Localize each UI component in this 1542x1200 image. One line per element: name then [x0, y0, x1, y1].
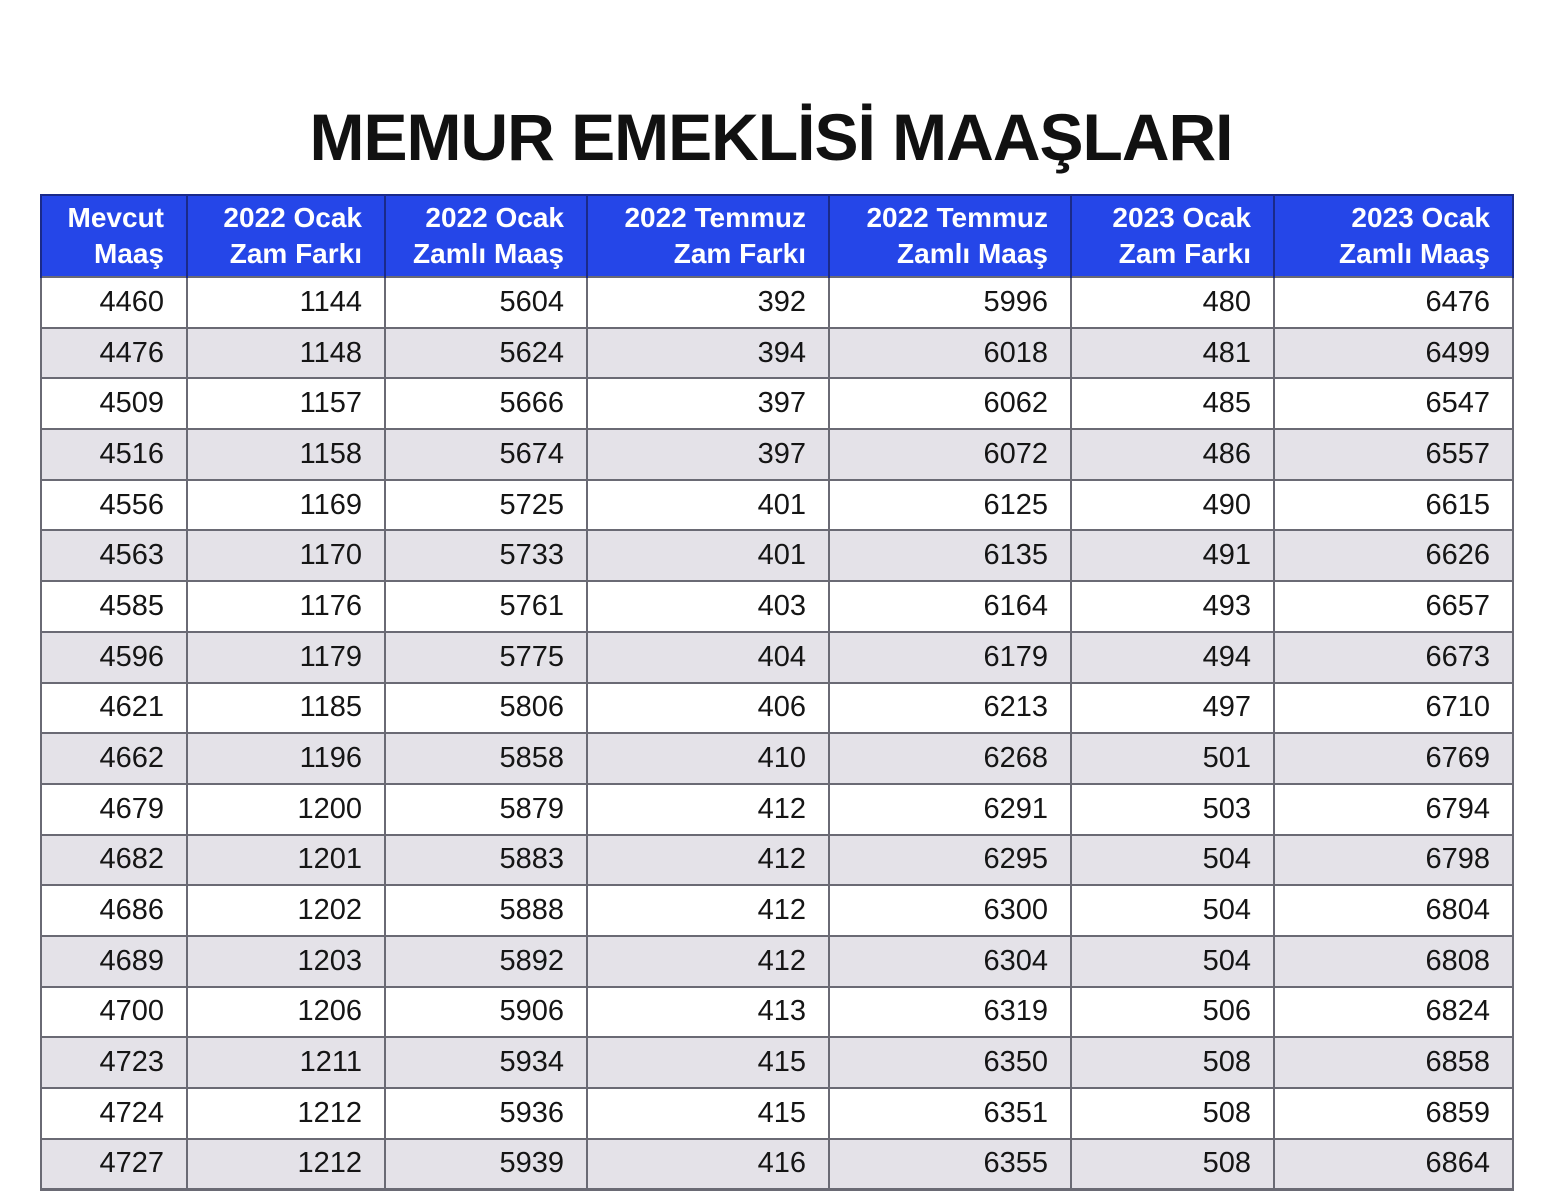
table-cell: 401	[587, 530, 829, 581]
table-cell: 415	[587, 1037, 829, 1088]
table-cell: 485	[1071, 378, 1274, 429]
table-cell: 1212	[187, 1088, 385, 1139]
table-row	[41, 581, 1513, 632]
table-cell: 4682	[41, 835, 187, 886]
table-cell: 1206	[187, 987, 385, 1038]
salary-table	[40, 194, 1514, 1191]
column-header-line: Zamlı Maaş	[1339, 238, 1490, 269]
table-cell: 508	[1071, 1139, 1274, 1190]
table-cell: 5883	[385, 835, 587, 886]
table-cell: 1170	[187, 530, 385, 581]
table-cell: 6794	[1274, 784, 1513, 835]
table-cell: 6304	[829, 936, 1071, 987]
column-header-line: 2022 Ocak	[223, 202, 362, 233]
table-cell: 4596	[41, 632, 187, 683]
table-cell: 5996	[829, 277, 1071, 328]
table-cell: 6476	[1274, 277, 1513, 328]
table-cell: 6769	[1274, 733, 1513, 784]
table-cell: 4556	[41, 480, 187, 531]
table-cell: 6018	[829, 328, 1071, 379]
table-cell: 1144	[187, 277, 385, 328]
column-header	[41, 195, 187, 277]
table-cell: 6213	[829, 683, 1071, 734]
column-header-line: Zamlı Maaş	[897, 238, 1048, 269]
table-cell: 410	[587, 733, 829, 784]
header-row	[41, 195, 1513, 277]
table-cell: 6164	[829, 581, 1071, 632]
table-cell: 504	[1071, 835, 1274, 886]
table-cell: 1212	[187, 1139, 385, 1190]
table-cell: 5775	[385, 632, 587, 683]
table-cell: 394	[587, 328, 829, 379]
table-cell: 5725	[385, 480, 587, 531]
column-header-line: Zam Farkı	[229, 238, 362, 269]
table-cell: 6125	[829, 480, 1071, 531]
table-cell: 4700	[41, 987, 187, 1038]
table-cell: 6072	[829, 429, 1071, 480]
table-cell: 6673	[1274, 632, 1513, 683]
table-cell: 5892	[385, 936, 587, 987]
table-cell: 4727	[41, 1139, 187, 1190]
table-cell: 5733	[385, 530, 587, 581]
table-cell: 6300	[829, 885, 1071, 936]
table-row	[41, 1139, 1513, 1190]
table-row	[41, 328, 1513, 379]
table-cell: 6657	[1274, 581, 1513, 632]
table-cell: 508	[1071, 1088, 1274, 1139]
table-cell: 6355	[829, 1139, 1071, 1190]
table-cell: 416	[587, 1139, 829, 1190]
table-cell: 1185	[187, 683, 385, 734]
column-header-line: Zamlı Maaş	[413, 238, 564, 269]
table-cell: 5936	[385, 1088, 587, 1139]
table-cell: 6824	[1274, 987, 1513, 1038]
table-cell: 4723	[41, 1037, 187, 1088]
table-cell: 412	[587, 936, 829, 987]
table-body	[41, 277, 1513, 1189]
table-cell: 4476	[41, 328, 187, 379]
table-cell: 1157	[187, 378, 385, 429]
table-cell: 415	[587, 1088, 829, 1139]
table-row	[41, 733, 1513, 784]
table-cell: 6615	[1274, 480, 1513, 531]
column-header	[587, 195, 829, 277]
column-header	[187, 195, 385, 277]
table-cell: 6268	[829, 733, 1071, 784]
table-cell: 4689	[41, 936, 187, 987]
table-cell: 6319	[829, 987, 1071, 1038]
table-row	[41, 378, 1513, 429]
table-row	[41, 480, 1513, 531]
table-cell: 1211	[187, 1037, 385, 1088]
table-row	[41, 277, 1513, 328]
table-cell: 1200	[187, 784, 385, 835]
table-cell: 6351	[829, 1088, 1071, 1139]
table-cell: 486	[1071, 429, 1274, 480]
table-cell: 5888	[385, 885, 587, 936]
table-cell: 503	[1071, 784, 1274, 835]
table-cell: 5674	[385, 429, 587, 480]
table-cell: 4585	[41, 581, 187, 632]
column-header-line: 2022 Temmuz	[624, 202, 806, 233]
table-cell: 1203	[187, 936, 385, 987]
table-row	[41, 784, 1513, 835]
table-cell: 5666	[385, 378, 587, 429]
table-cell: 6710	[1274, 683, 1513, 734]
table-row	[41, 835, 1513, 886]
column-header-line: 2022 Temmuz	[866, 202, 1048, 233]
table-cell: 6291	[829, 784, 1071, 835]
table-cell: 5806	[385, 683, 587, 734]
column-header	[1274, 195, 1513, 277]
table-cell: 397	[587, 429, 829, 480]
table-row	[41, 987, 1513, 1038]
table-cell: 6499	[1274, 328, 1513, 379]
table-cell: 1196	[187, 733, 385, 784]
table-cell: 1158	[187, 429, 385, 480]
table-cell: 4662	[41, 733, 187, 784]
table-cell: 4509	[41, 378, 187, 429]
column-header-line: Zam Farkı	[1118, 238, 1251, 269]
table-cell: 6295	[829, 835, 1071, 886]
table-cell: 4516	[41, 429, 187, 480]
table-cell: 6808	[1274, 936, 1513, 987]
table-cell: 501	[1071, 733, 1274, 784]
table-cell: 6557	[1274, 429, 1513, 480]
table-row	[41, 1088, 1513, 1139]
table-cell: 508	[1071, 1037, 1274, 1088]
table-cell: 1179	[187, 632, 385, 683]
table-cell: 5624	[385, 328, 587, 379]
table-cell: 497	[1071, 683, 1274, 734]
table-cell: 481	[1071, 328, 1274, 379]
table-cell: 506	[1071, 987, 1274, 1038]
table-row	[41, 632, 1513, 683]
table-cell: 397	[587, 378, 829, 429]
table-cell: 1148	[187, 328, 385, 379]
table-cell: 5934	[385, 1037, 587, 1088]
table-cell: 6350	[829, 1037, 1071, 1088]
table-cell: 4621	[41, 683, 187, 734]
table-cell: 4686	[41, 885, 187, 936]
column-header-line: 2023 Ocak	[1351, 202, 1490, 233]
column-header-line: Zam Farkı	[673, 238, 806, 269]
table-cell: 491	[1071, 530, 1274, 581]
table-row	[41, 885, 1513, 936]
table-header	[41, 195, 1513, 277]
table-cell: 1176	[187, 581, 385, 632]
table-cell: 5906	[385, 987, 587, 1038]
table-cell: 412	[587, 784, 829, 835]
table-cell: 504	[1071, 885, 1274, 936]
column-header-line: 2023 Ocak	[1112, 202, 1251, 233]
table-cell: 6798	[1274, 835, 1513, 886]
table-cell: 6859	[1274, 1088, 1513, 1139]
column-header	[829, 195, 1071, 277]
table-cell: 1201	[187, 835, 385, 886]
table-cell: 4460	[41, 277, 187, 328]
table-cell: 4679	[41, 784, 187, 835]
table-row	[41, 1037, 1513, 1088]
column-header	[385, 195, 587, 277]
table-cell: 6135	[829, 530, 1071, 581]
table-cell: 1169	[187, 480, 385, 531]
table-row	[41, 683, 1513, 734]
table-cell: 5761	[385, 581, 587, 632]
table-cell: 6804	[1274, 885, 1513, 936]
table-cell: 490	[1071, 480, 1274, 531]
table-cell: 5858	[385, 733, 587, 784]
table-cell: 392	[587, 277, 829, 328]
column-header	[1071, 195, 1274, 277]
table-cell: 6858	[1274, 1037, 1513, 1088]
table-cell: 406	[587, 683, 829, 734]
table-cell: 413	[587, 987, 829, 1038]
table-row	[41, 429, 1513, 480]
table-cell: 5879	[385, 784, 587, 835]
table-cell: 412	[587, 885, 829, 936]
column-header-line: 2022 Ocak	[425, 202, 564, 233]
table-cell: 4563	[41, 530, 187, 581]
column-header-line: Maaş	[93, 238, 164, 269]
column-header-line: Mevcut	[67, 202, 164, 233]
table-cell: 1202	[187, 885, 385, 936]
table-cell: 6547	[1274, 378, 1513, 429]
table-row	[41, 936, 1513, 987]
table-cell: 5604	[385, 277, 587, 328]
table-cell: 403	[587, 581, 829, 632]
table-cell: 401	[587, 480, 829, 531]
table-cell: 504	[1071, 936, 1274, 987]
table-cell: 6626	[1274, 530, 1513, 581]
table-row	[41, 530, 1513, 581]
table-cell: 493	[1071, 581, 1274, 632]
table-cell: 494	[1071, 632, 1274, 683]
table-cell: 6179	[829, 632, 1071, 683]
table-cell: 412	[587, 835, 829, 886]
table-cell: 6062	[829, 378, 1071, 429]
table-cell: 4724	[41, 1088, 187, 1139]
table-cell: 404	[587, 632, 829, 683]
table-cell: 5939	[385, 1139, 587, 1190]
table-cell: 6864	[1274, 1139, 1513, 1190]
table-cell: 480	[1071, 277, 1274, 328]
page-title: MEMUR EMEKLİSİ MAAŞLARI	[309, 100, 1233, 174]
